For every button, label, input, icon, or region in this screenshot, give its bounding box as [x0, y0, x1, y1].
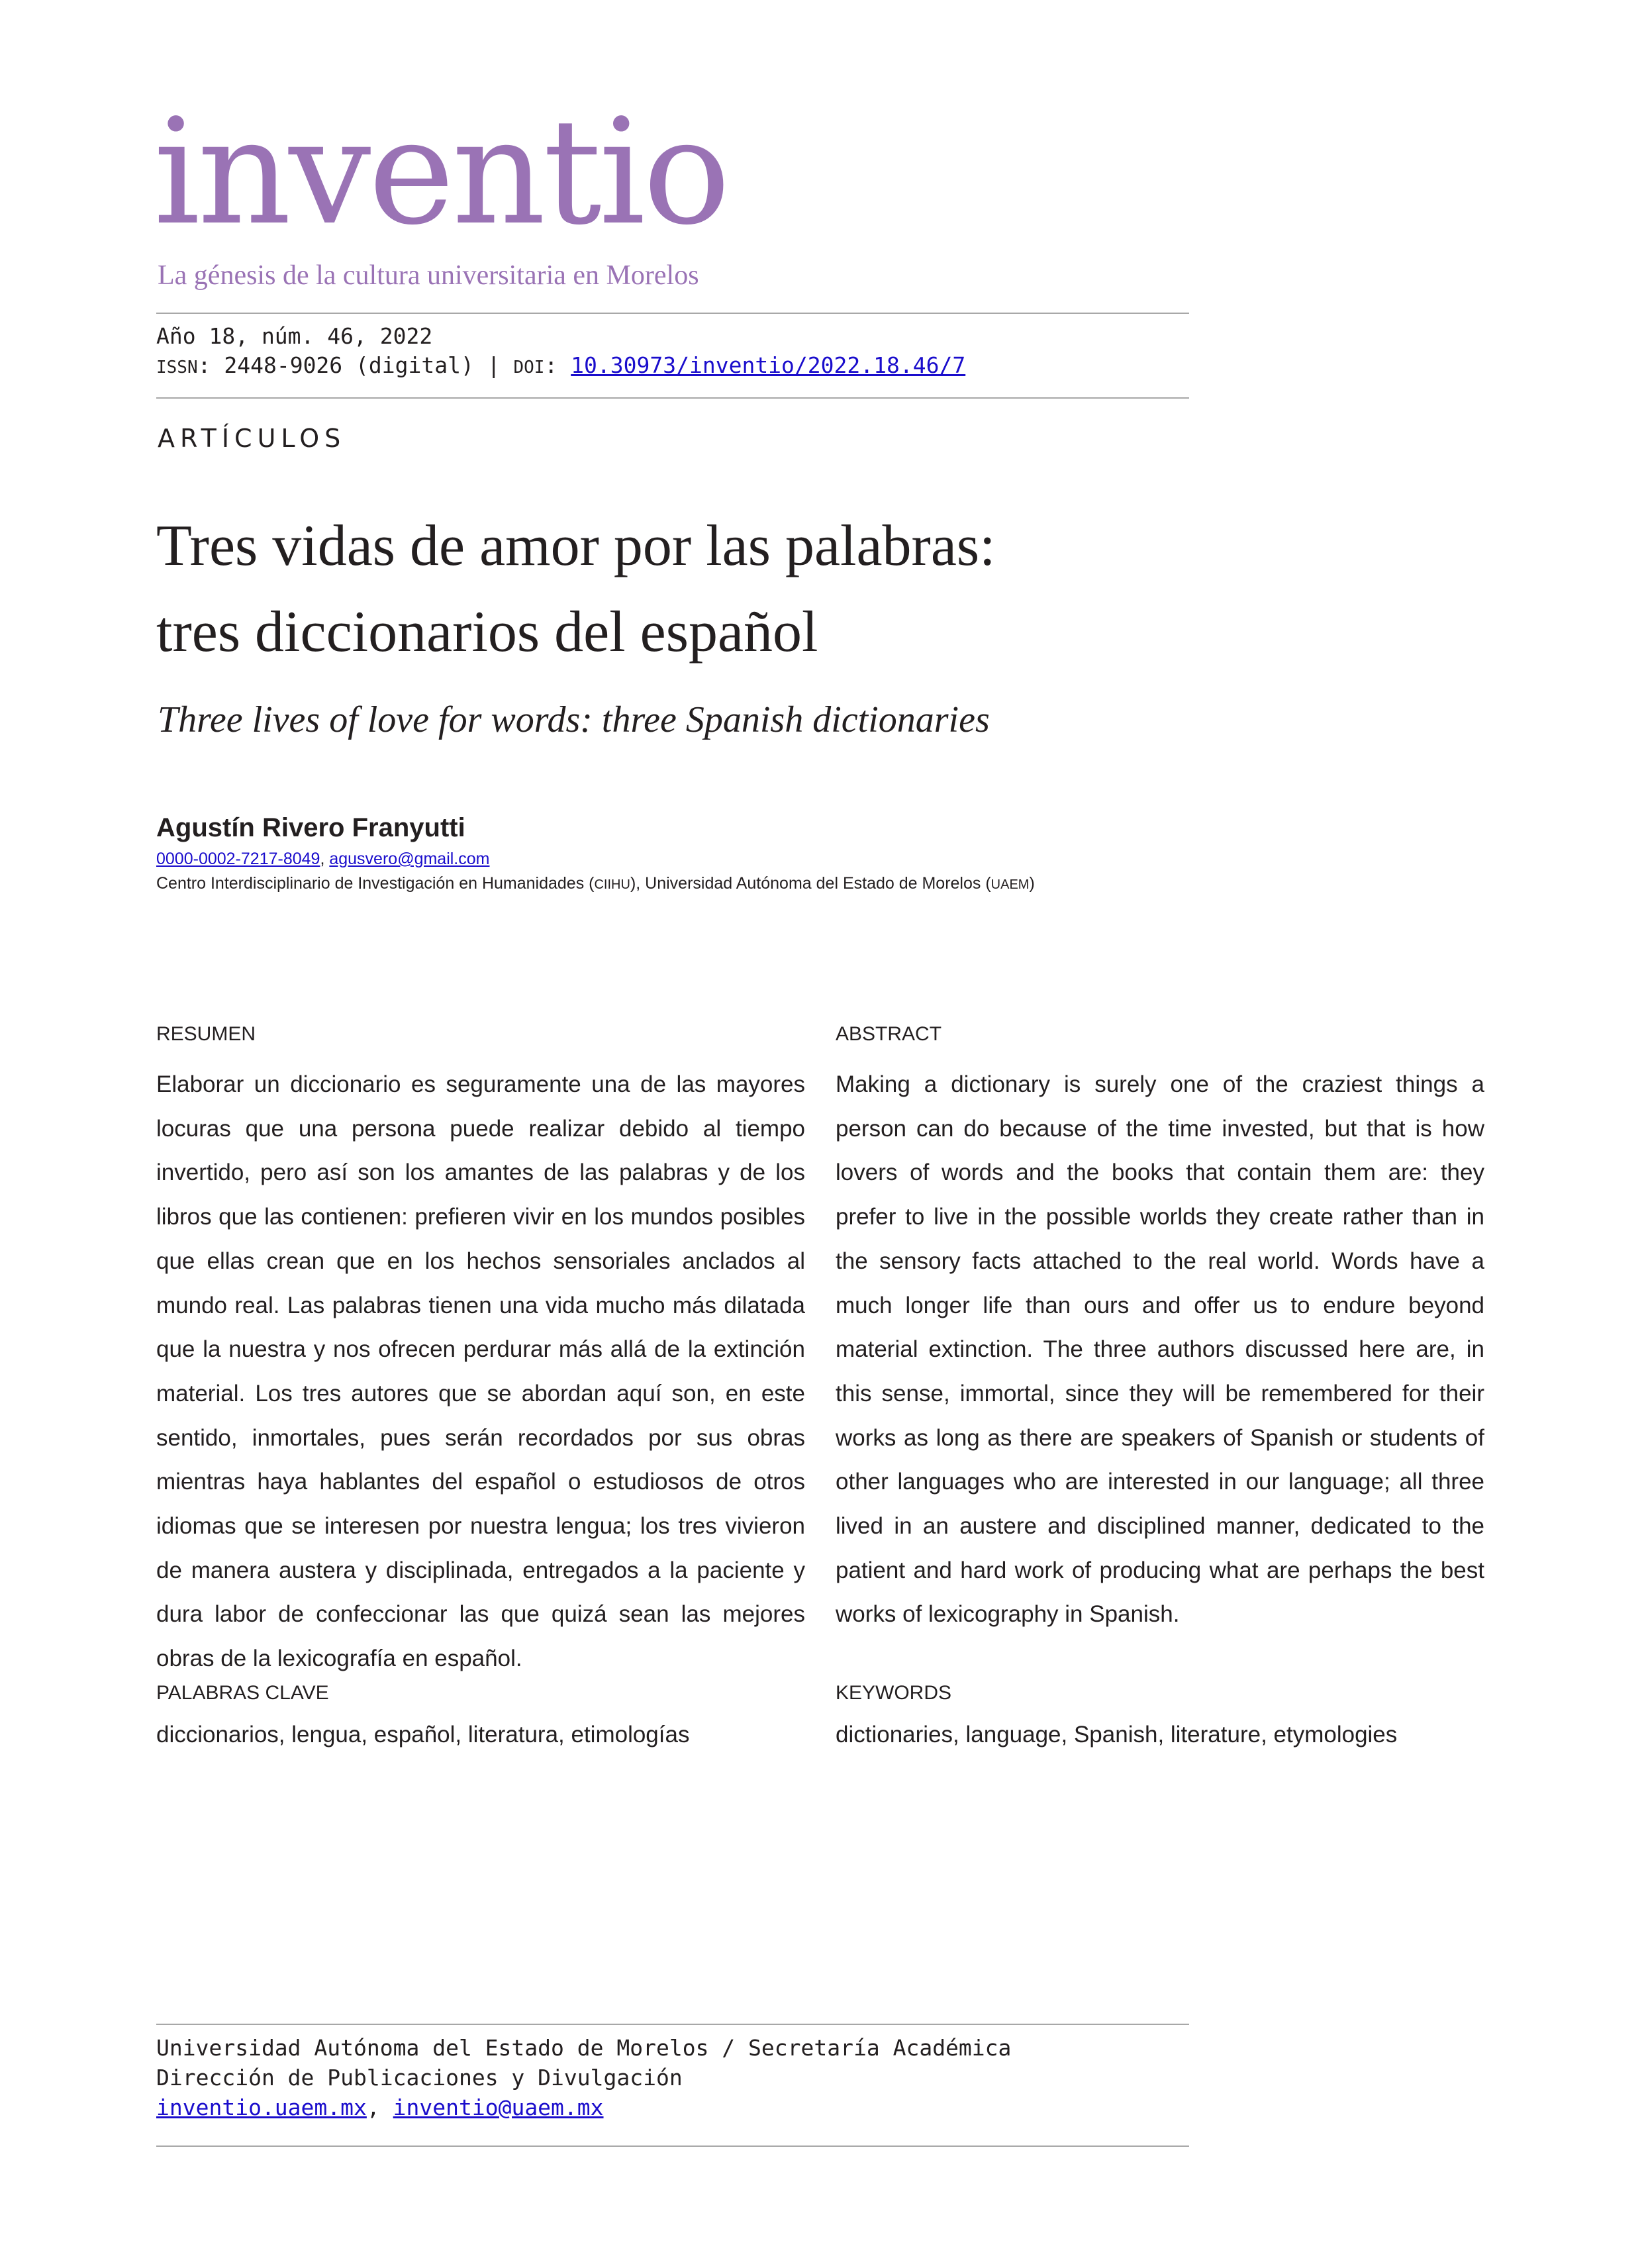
article-subtitle: Three lives of love for words: three Spanish dictionaries: [158, 699, 990, 740]
resumen-column: [156, 1023, 805, 1748]
resumen-text: Elaborar un diccionario es seguramente una de las mayores locuras que una persona puede realizar debido al tiempo invertido, pero así son los amantes de las palabras y de los libros que las contienen: prefieren vivir en los mundos posibles que ellas crean que en los hechos sensoriales anclados al mundo real. Las palabras tienen una vida mucho más dilatada que la nuestra y nos ofrecen perdurar más allá de la extinción material. Los tres autores que se abordan aquí son, en este sentido, inmortales, pues serán recordados por sus obras mientras haya hablantes del español o estudiosos de otros idiomas que se interesen por nuestra lengua; los tres vivieron de manera austera y disciplinada, entregados a la paciente y dura labor de confeccionar las que quizá sean las mejores obras de la lexicografía en español.: [156, 1071, 805, 1672]
journal-tagline: La génesis de la cultura universitaria en Morelos: [158, 260, 699, 291]
author-name: Agustín Rivero Franyutti: [156, 813, 465, 842]
journal-logo: inventio: [154, 87, 728, 257]
footer-department: Dirección de Publicaciones y Divulgación: [156, 2065, 683, 2091]
issn-label: ISSN: [156, 358, 198, 377]
abstract-text: Making a dictionary is surely one of the craziest things a person can do because of the time invested, but that is how lovers of words and the books that contain them are: they prefer to live in the possible worlds they create rather than in the sensory facts attached to the real world. Words have a much longer life than ours and offer us to endure beyond material extinction. The three authors discussed here are, in this sense, immortal, since they will be remembered for their works as long as there are speakers of Spanish or students of other languages who are interested in our language; all three lived in an austere and disciplined manner, dedicated to the patient and hard work of producing what are perhaps the best works of lexicography in Spanish.: [836, 1071, 1484, 1628]
affiliation-abbr-uaem: UAEM: [990, 877, 1030, 892]
issue-info: Año 18, núm. 46, 2022: [156, 323, 433, 349]
author-links: [156, 850, 489, 869]
affiliation-text-2: ), Universidad Autónoma del Estado de Morelos (: [630, 874, 991, 893]
footer-email-link[interactable]: inventio@uaem.mx: [393, 2095, 604, 2120]
title-line-2: tres diccionarios del español: [156, 600, 818, 664]
issn-doi-line: [156, 352, 965, 378]
affiliation-abbr-ciihu: CIIHU: [594, 877, 630, 892]
doi-separator: :: [544, 352, 571, 378]
keywords-heading: KEYWORDS: [836, 1682, 952, 1704]
abstract-heading: ABSTRACT: [836, 1023, 942, 1045]
footer-rule-bottom: [156, 2145, 1189, 2147]
author-email-link[interactable]: agusvero@gmail.com: [329, 850, 490, 868]
author-links-separator: ,: [320, 850, 330, 868]
orcid-link[interactable]: 0000-0002-7217-8049: [156, 850, 320, 868]
footer-university: Universidad Autónoma del Estado de Morelos / Secretaría Académica: [156, 2035, 1012, 2061]
header-rule-top: [156, 313, 1189, 314]
doi-link[interactable]: 10.30973/inventio/2022.18.46/7: [571, 352, 966, 378]
palabras-clave-list: diccionarios, lengua, español, literatura, etimologías: [156, 1722, 690, 1748]
affiliation-text-3: ): [1029, 874, 1035, 893]
footer-rule-top: [156, 2024, 1189, 2025]
palabras-clave-heading: PALABRAS CLAVE: [156, 1682, 329, 1704]
section-label: ARTÍCULOS: [158, 424, 346, 453]
author-affiliation: [156, 874, 1035, 893]
abstract-column: [836, 1023, 1484, 1748]
footer-links-separator: ,: [366, 2095, 393, 2120]
title-line-1: Tres vidas de amor por las palabras:: [156, 514, 996, 578]
affiliation-text-1: Centro Interdisciplinario de Investigación en Humanidades (: [156, 874, 595, 893]
keywords-list: dictionaries, language, Spanish, literature, etymologies: [836, 1722, 1398, 1748]
article-title: [156, 503, 1282, 675]
footer: [156, 2033, 1011, 2122]
footer-site-link[interactable]: inventio.uaem.mx: [156, 2095, 367, 2120]
resumen-heading: RESUMEN: [156, 1023, 256, 1045]
doi-label: DOI: [513, 358, 545, 377]
header-rule-bottom: [156, 397, 1189, 399]
issn-value: : 2448-9026 (digital) |: [197, 352, 514, 378]
footer-links: [156, 2093, 1011, 2122]
